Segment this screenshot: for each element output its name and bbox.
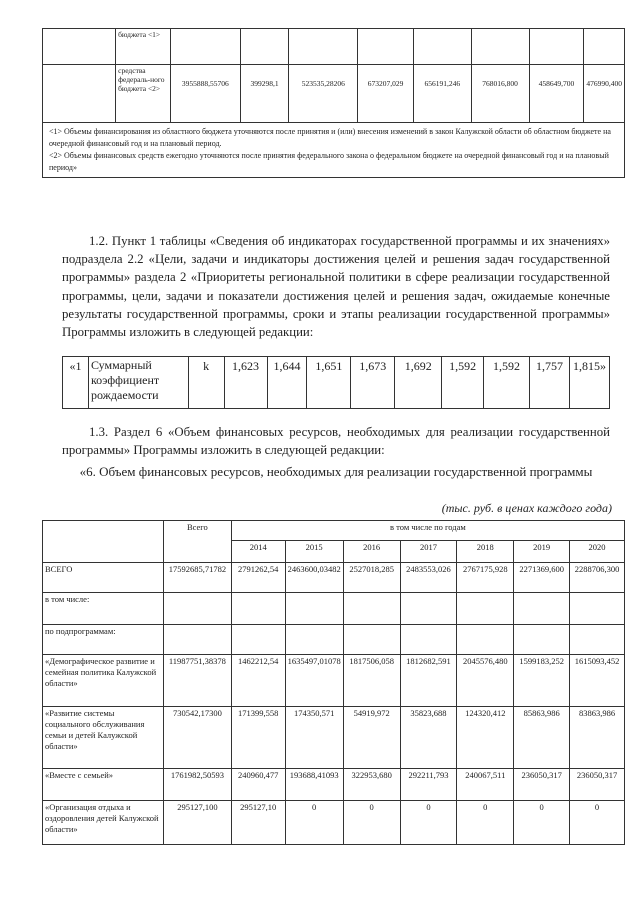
- value-cell: 730542,17300: [163, 707, 231, 769]
- row-label: по подпрограммам:: [43, 625, 164, 655]
- year-header: 2020: [570, 541, 625, 563]
- table-row: [43, 801, 625, 845]
- empty-cell: [43, 65, 116, 123]
- table-row: [43, 655, 625, 707]
- indicator-number: «1: [63, 357, 89, 409]
- year-header: 2015: [285, 541, 343, 563]
- value-cell: 2767175,928: [457, 563, 514, 593]
- value-cell: 83863,986: [570, 707, 625, 769]
- row-label: средства федераль-ного бюджета <2>: [116, 65, 171, 123]
- value-cell: 673207,029: [358, 65, 414, 123]
- value-cell: 292211,793: [400, 769, 457, 801]
- value-cell: 0: [343, 801, 400, 845]
- value-cell: 11987751,38378: [163, 655, 231, 707]
- row-label: ВСЕГО: [43, 563, 164, 593]
- value-cell: 3955888,55706: [170, 65, 240, 123]
- value-cell: 2045576,480: [457, 655, 514, 707]
- header-total: Всего: [163, 521, 231, 563]
- value-cell: 174350,571: [285, 707, 343, 769]
- table-row: [43, 707, 625, 769]
- value-cell: [514, 593, 570, 625]
- value-cell: 0: [514, 801, 570, 845]
- value-cell: 35823,688: [400, 707, 457, 769]
- table-row: [43, 593, 625, 625]
- value-cell: 1615093,452: [570, 655, 625, 707]
- footnotes: [43, 123, 625, 178]
- units-note: (тыс. руб. в ценах каждого года): [441, 501, 612, 515]
- value-cell: 322953,680: [343, 769, 400, 801]
- budget-sources-table: [42, 28, 625, 178]
- value-cell: 0: [400, 801, 457, 845]
- value-cell: 1812682,591: [400, 655, 457, 707]
- value-cell: 1635497,01078: [285, 655, 343, 707]
- section-heading: «6. Объем финансовых ресурсов, необходимых для реализации государственной программы: [79, 464, 593, 479]
- table-row: [43, 563, 625, 593]
- value-cell: 0: [457, 801, 514, 845]
- footnote-2: <2> Объемы финансовых средств ежегодно уточняются после принятия федерального закона о федеральном бюджете на очередной финансовый год и на плановый период»: [49, 151, 609, 172]
- value-cell: [231, 593, 285, 625]
- year-header: 2016: [343, 541, 400, 563]
- value-cell: 295127,100: [163, 801, 231, 845]
- paragraph-1-3: 1.3. Раздел 6 «Объем финансовых ресурсов, необходимых для реализации государственной программы» Программы изложить в следующей редакции:: [62, 425, 610, 458]
- row-label: «Вместе с семьей»: [43, 769, 164, 801]
- value-cell: 2463600,03482: [285, 563, 343, 593]
- value-cell: [457, 625, 514, 655]
- value-cell: 0: [285, 801, 343, 845]
- year-header: 2018: [457, 541, 514, 563]
- value-cell: [343, 593, 400, 625]
- value-cell: 295127,10: [231, 801, 285, 845]
- row-label: «Организация отдыха и оздоровления детей Калужской области»: [43, 801, 164, 845]
- year-header: 2019: [514, 541, 570, 563]
- value-cell: 1817506,058: [343, 655, 400, 707]
- finance-table: [42, 520, 625, 845]
- indicator-value: 1,692: [395, 357, 442, 409]
- indicator-value: 1,644: [267, 357, 307, 409]
- table-row: [43, 769, 625, 801]
- row-label: «Демографическое развитие и семейная политика Калужской области»: [43, 655, 164, 707]
- value-cell: 1462212,54: [231, 655, 285, 707]
- value-cell: 656191,246: [413, 65, 471, 123]
- row-label: «Развитие системы социального обслуживания семьи и детей Калужской области»: [43, 707, 164, 769]
- value-cell: 2483553,026: [400, 563, 457, 593]
- value-cell: 193688,41093: [285, 769, 343, 801]
- row-label: бюджета <1>: [116, 29, 171, 65]
- value-cell: 399298,1: [240, 65, 289, 123]
- value-cell: 236050,317: [570, 769, 625, 801]
- indicator-unit: k: [188, 357, 224, 409]
- indicator-table: [62, 356, 610, 409]
- value-cell: 85863,986: [514, 707, 570, 769]
- row-label: в том числе:: [43, 593, 164, 625]
- value-cell: 124320,412: [457, 707, 514, 769]
- year-header: 2017: [400, 541, 457, 563]
- value-cell: 240960,477: [231, 769, 285, 801]
- empty-cell: [43, 29, 116, 65]
- value-cell: 476990,400: [584, 65, 625, 123]
- value-cell: 236050,317: [514, 769, 570, 801]
- value-cell: 2527018,285: [343, 563, 400, 593]
- value-cell: [457, 593, 514, 625]
- value-cell: 171399,558: [231, 707, 285, 769]
- value-cell: [231, 625, 285, 655]
- value-cell: [514, 625, 570, 655]
- value-cell: 1761982,50593: [163, 769, 231, 801]
- indicator-value: 1,673: [351, 357, 395, 409]
- paragraph-1-2: 1.2. Пункт 1 таблицы «Сведения об индикаторах государственной программы и их значениях» подраздела 2.2 «Цели, задачи и индикаторы достижения целей и решения задач государственной программы» раздела 2 «Приоритеты региональной политики в сфере реализации государственной программы, цели, задачи и показатели достижения целей и решения задач, ожидаемые конечные результаты государственной программы, сроки и этапы реализации государственной программы» Программы изложить в следующей редакции:: [62, 234, 610, 340]
- year-header: 2014: [231, 541, 285, 563]
- value-cell: 1599183,252: [514, 655, 570, 707]
- value-cell: 17592685,71782: [163, 563, 231, 593]
- indicator-name: Суммарный коэффициент рождаемости: [88, 357, 188, 409]
- header-by-years: в том числе по годам: [231, 521, 624, 541]
- value-cell: 240067,511: [457, 769, 514, 801]
- indicator-value: 1,592: [442, 357, 484, 409]
- indicator-value: 1,651: [307, 357, 351, 409]
- value-cell: 0: [570, 801, 625, 845]
- value-cell: 2288706,300: [570, 563, 625, 593]
- table-row: [43, 625, 625, 655]
- footnote-1: <1> Объемы финансирования из областного бюджета уточняются после принятия и (или) внесения изменений в закон Калужской области об областном бюджете на очередной финансовый год и на плановый период.: [49, 127, 611, 148]
- value-cell: [285, 625, 343, 655]
- value-cell: [400, 593, 457, 625]
- indicator-value: 1,623: [224, 357, 267, 409]
- value-cell: [400, 625, 457, 655]
- value-cell: 2791262,54: [231, 563, 285, 593]
- value-cell: 523535,28206: [289, 65, 358, 123]
- indicator-value: 1,757: [529, 357, 569, 409]
- value-cell: [163, 593, 231, 625]
- indicator-value: 1,815»: [569, 357, 609, 409]
- indicator-value: 1,592: [484, 357, 530, 409]
- value-cell: [570, 625, 625, 655]
- value-cell: [285, 593, 343, 625]
- value-cell: 458649,700: [529, 65, 584, 123]
- value-cell: [343, 625, 400, 655]
- value-cell: 2271369,600: [514, 563, 570, 593]
- value-cell: [570, 593, 625, 625]
- header-empty: [43, 521, 164, 563]
- value-cell: [163, 625, 231, 655]
- value-cell: 54919,972: [343, 707, 400, 769]
- value-cell: 768016,800: [471, 65, 529, 123]
